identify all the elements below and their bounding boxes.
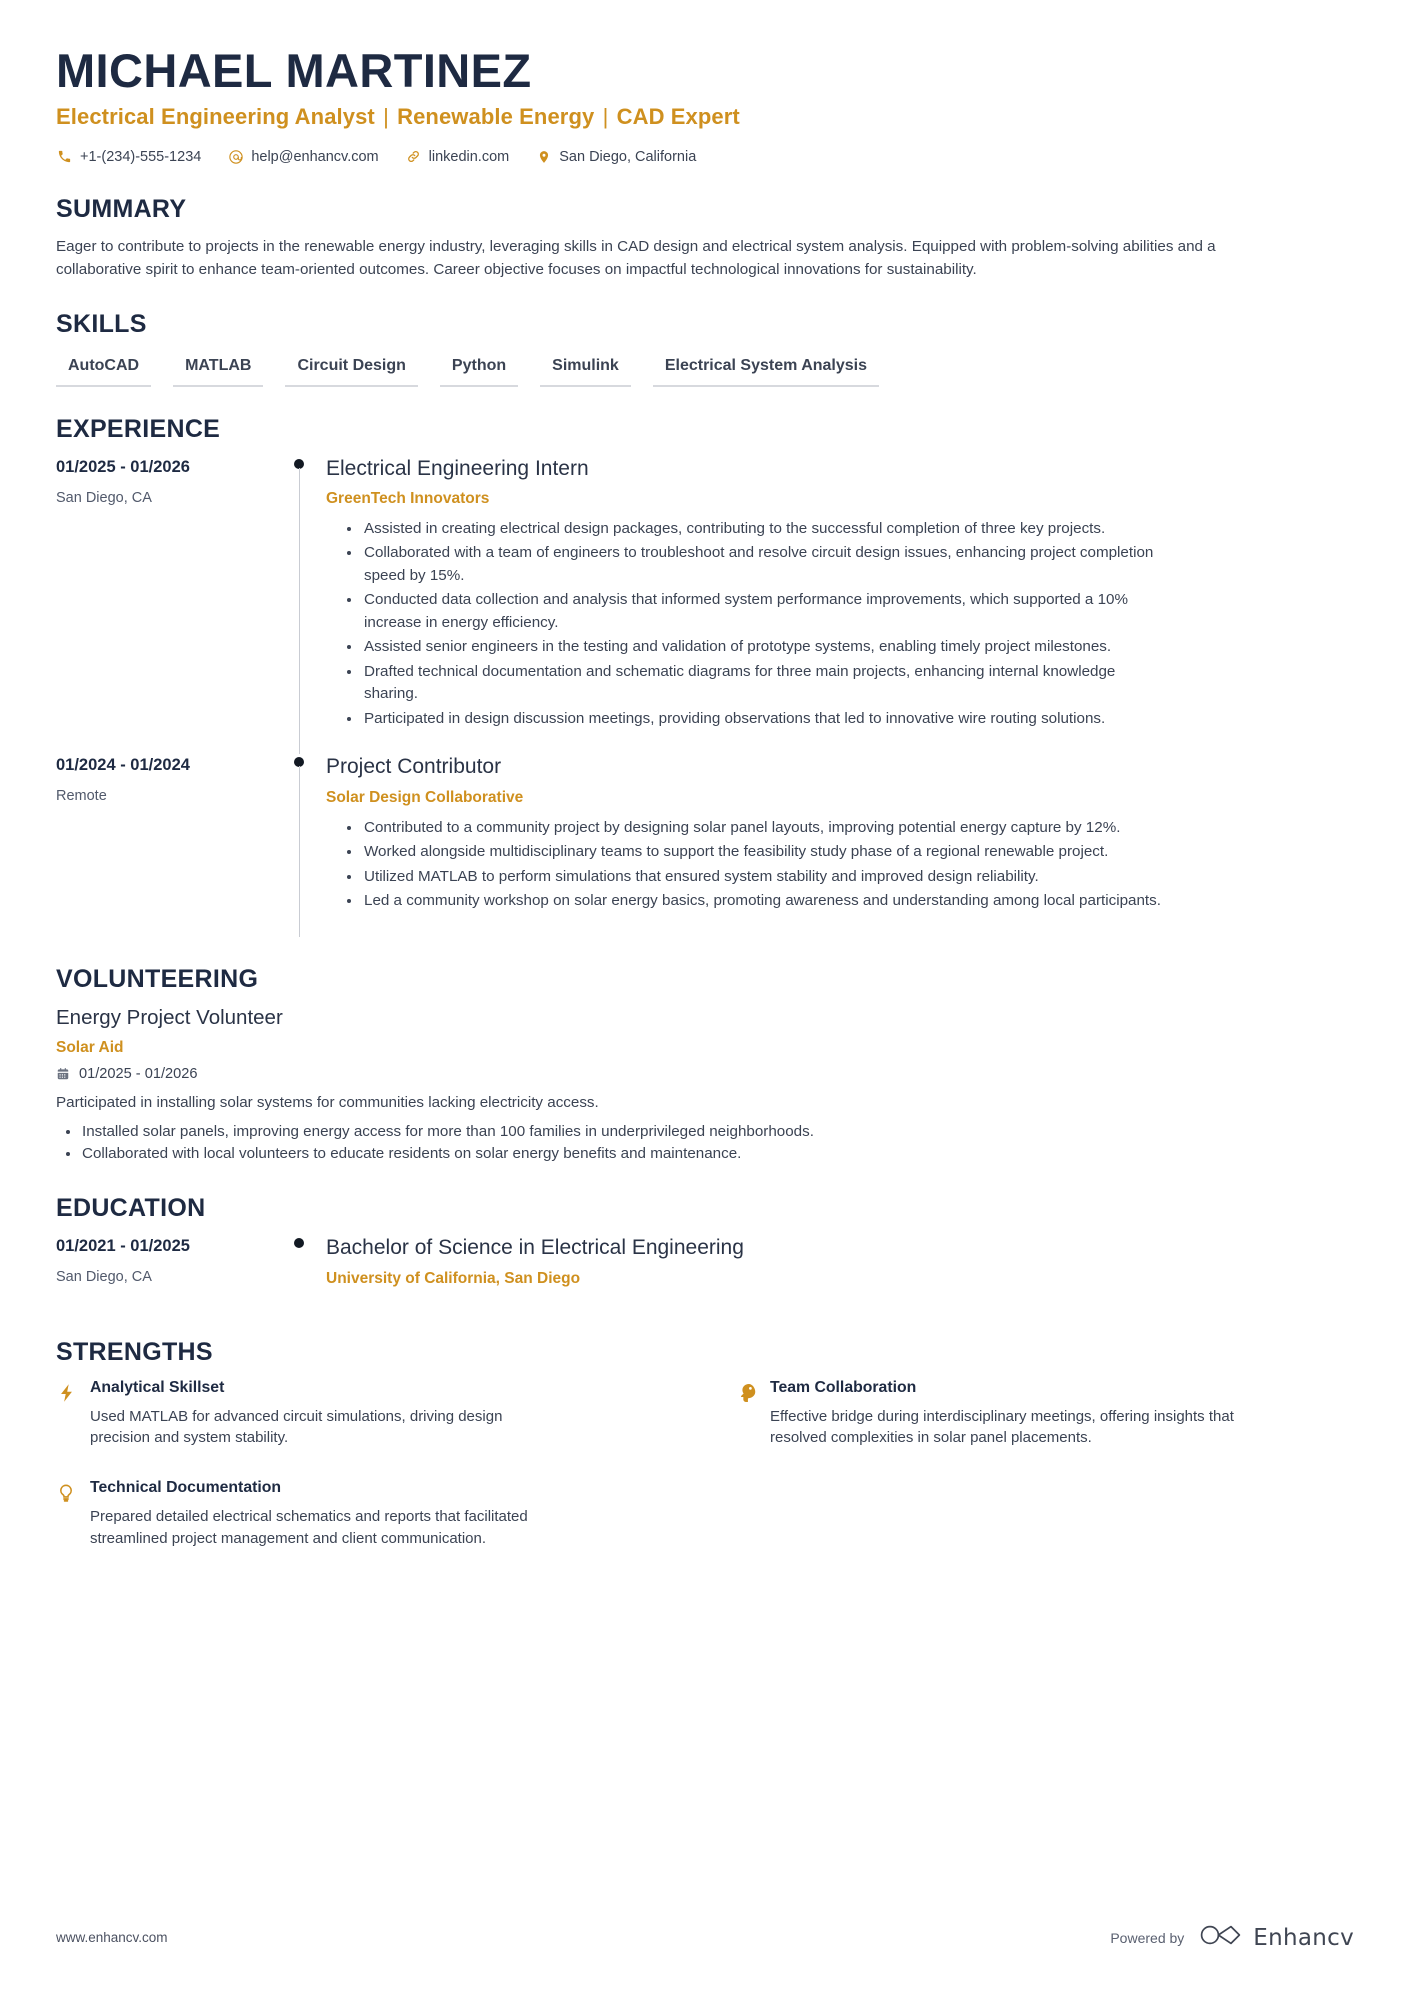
experience-bullet: Worked alongside multidisciplinary teams to support the feasibility study phase of a regional renewable project. [346,841,1166,864]
skill-chip: Python [440,353,518,387]
education-degree: Bachelor of Science in Electrical Engineering [326,1236,744,1260]
volunteering-bullet: Installed solar panels, improving energy access for more than 100 families in underprivileged neighborhoods. [60,1121,1354,1144]
strengths-grid-filler [736,1479,1354,1572]
strength-title: Technical Documentation [90,1479,282,1497]
email-icon [227,148,244,165]
timeline-line [299,766,300,936]
skill-chip: Simulink [540,353,631,387]
enhancv-infinity-logo-icon [1198,1922,1244,1953]
volunteering-organization: Solar Aid [56,1038,124,1056]
experience-organization: GreenTech Innovators [326,489,490,507]
experience-bullet: Participated in design discussion meetings, providing observations that led to innovative wire routing solutions. [346,708,1166,731]
timeline-line [299,468,300,755]
strength-description: Effective bridge during interdisciplinary meetings, offering insights that resolved complexities in solar panel placements. [770,1407,1234,1447]
calendar-icon [56,1066,71,1081]
timeline-dot-icon [294,1238,304,1248]
skill-chip: Circuit Design [285,353,417,387]
resume-header [56,44,1354,165]
lightning-bolt-icon [56,1379,90,1450]
experience-bullet: Led a community workshop on solar energy basics, promoting awareness and understanding among local participants. [346,890,1166,913]
headline-separator-2: | [602,104,609,130]
volunteering-role: Energy Project Volunteer [56,1005,283,1029]
headline-part-1: Electrical Engineering Analyst [56,104,375,130]
contact-row [56,148,1354,165]
experience-role: Electrical Engineering Intern [326,456,589,480]
strength-item [56,1379,674,1472]
experience-bullet: Contributed to a community project by designing solar panel layouts, improving potential energy capture by 12%. [346,817,1166,840]
education-dates: 01/2021 - 01/2025 [56,1237,190,1256]
experience-bullets [346,817,1354,913]
strength-title: Team Collaboration [770,1378,917,1396]
timeline-rail [268,754,326,936]
contact-linkedin [405,148,510,165]
contact-phone-text: +1-(234)-555-1234 [80,148,202,165]
headline-separator-1: | [383,104,389,130]
contact-phone [56,148,201,165]
experience-bullet: Utilized MATLAB to perform simulations that ensured system stability and improved design reliability. [346,866,1166,889]
experience-bullets [346,518,1354,731]
skills-section [56,310,1354,387]
education-section [56,1194,1354,1309]
contact-linkedin-text: linkedin.com [428,148,510,165]
contact-location-text: San Diego, California [559,148,697,165]
experience-bullet: Assisted senior engineers in the testing and validation of prototype systems, enabling timely project milestones. [346,636,1166,659]
skills-section-title: SKILLS [56,309,147,338]
powered-by-block [1110,1922,1354,1953]
experience-entry [56,754,1354,936]
strength-item [56,1479,674,1572]
skill-chip: MATLAB [173,353,263,387]
experience-organization: Solar Design Collaborative [326,788,524,806]
strengths-section-title: STRENGTHS [56,1337,213,1366]
education-entry-body [326,1235,1354,1309]
strength-description: Used MATLAB for advanced circuit simulations, driving design precision and system stability. [90,1407,503,1447]
enhancv-brand-name: Enhancv [1253,1924,1354,1951]
contact-location [535,148,696,165]
experience-section-title: EXPERIENCE [56,414,221,443]
experience-entry-meta [56,754,268,936]
volunteering-section [56,965,1354,1167]
strength-body [90,1379,674,1450]
education-school: University of California, San Diego [326,1269,581,1287]
experience-role: Project Contributor [326,755,502,779]
strength-body [770,1379,1354,1450]
headline-part-3: CAD Expert [616,104,740,130]
education-entry-meta [56,1235,268,1309]
experience-entry-meta [56,456,268,755]
experience-entry-body [326,456,1354,755]
education-section-title: EDUCATION [56,1194,206,1223]
volunteering-section-title: VOLUNTEERING [56,964,259,993]
experience-location: Remote [56,788,107,805]
education-entry [56,1235,1354,1309]
experience-bullet: Assisted in creating electrical design packages, contributing to the successful completion of three key projects. [346,518,1166,541]
candidate-name: MICHAEL MARTINEZ [56,44,532,97]
skills-list [56,353,1354,387]
location-pin-icon [535,148,552,165]
contact-email-text: help@enhancv.com [251,148,379,165]
volunteering-bullet: Collaborated with local volunteers to educate residents on solar energy benefits and maintenance. [60,1143,1354,1166]
volunteering-date-row [56,1066,1354,1082]
timeline-rail [268,456,326,755]
summary-section-title: SUMMARY [56,195,187,224]
experience-dates: 01/2024 - 01/2024 [56,756,190,775]
skill-chip: AutoCAD [56,353,151,387]
strength-item [736,1379,1354,1472]
summary-text: Eager to contribute to projects in the renewable energy industry, leveraging skills in CAD design and electrical system analysis. Equipped with problem-solving abilities and a collaborative spirit to enhance team-oriented outcomes. Career objective focuses on impactful technological innovations for sustainability. [56,238,1216,278]
skill-chip: Electrical System Analysis [653,353,879,387]
page-footer [56,1922,1354,1953]
experience-bullet: Collaborated with a team of engineers to troubleshoot and resolve circuit design issues, enhancing project completion speed by 15%. [346,542,1166,587]
education-location: San Diego, CA [56,1269,152,1286]
headline-part-2: Renewable Energy [397,104,595,130]
volunteering-bullets [60,1121,1354,1167]
strength-description: Prepared detailed electrical schematics and reports that facilitated streamlined project management and client communication. [90,1508,528,1547]
phone-icon [56,148,73,165]
lightbulb-icon [56,1479,90,1550]
head-profile-icon [736,1379,770,1450]
footer-website-url[interactable]: www.enhancv.com [56,1930,168,1945]
volunteering-description: Participated in installing solar systems for communities lacking electricity access. [56,1093,599,1111]
strengths-grid [56,1379,1354,1572]
experience-location: San Diego, CA [56,489,152,506]
link-icon [405,148,422,165]
candidate-headline [56,104,1354,130]
timeline-rail [268,1235,326,1309]
strength-title: Analytical Skillset [90,1378,225,1396]
experience-section [56,415,1354,937]
experience-entry [56,456,1354,755]
contact-email [227,148,378,165]
strength-body [90,1479,674,1550]
experience-bullet: Drafted technical documentation and schematic diagrams for three main projects, enhancing internal knowledge sharing. [346,661,1166,706]
strengths-section [56,1338,1354,1572]
volunteering-dates: 01/2025 - 01/2026 [79,1065,198,1082]
experience-dates: 01/2025 - 01/2026 [56,457,190,476]
experience-entry-body [326,754,1354,936]
experience-bullet: Conducted data collection and analysis that informed system performance improvements, which supported a 10% increase in energy efficiency. [346,589,1166,634]
enhancv-brand [1198,1922,1354,1953]
powered-by-label: Powered by [1110,1929,1185,1946]
summary-section [56,195,1354,282]
